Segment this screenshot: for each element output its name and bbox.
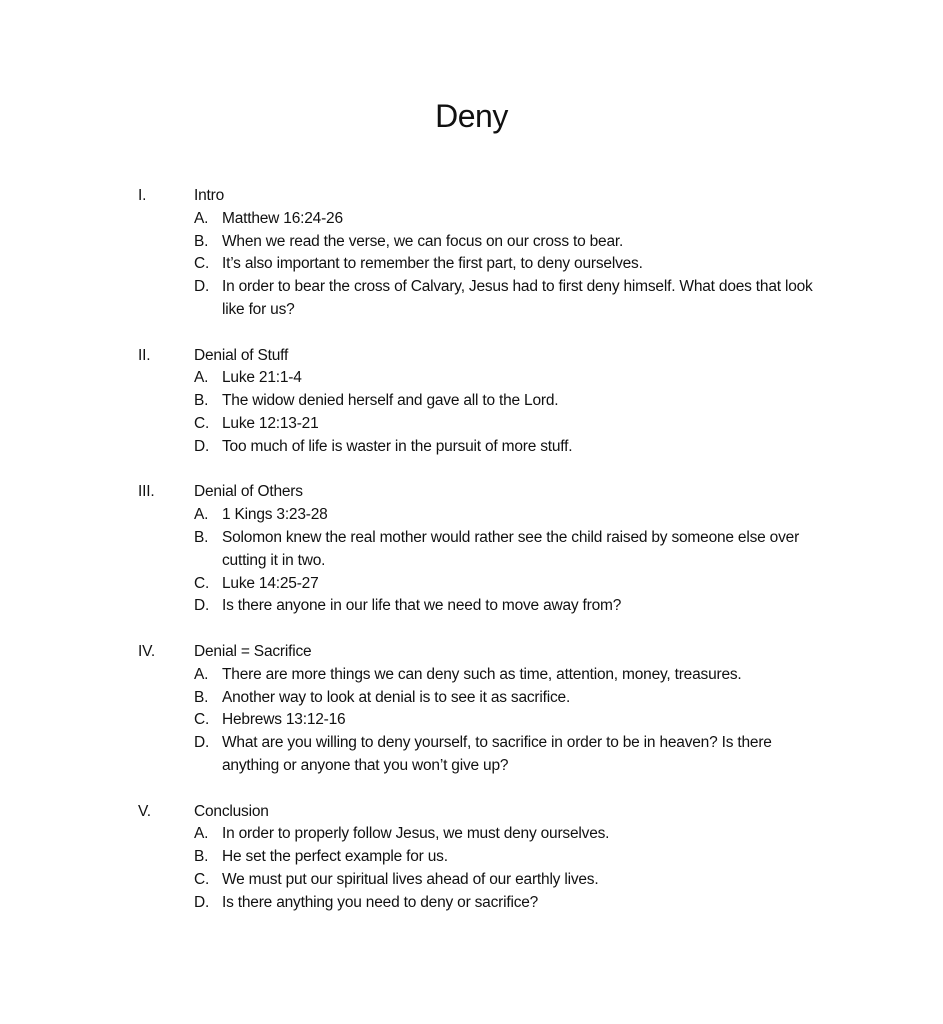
section-numeral: V. <box>138 802 151 820</box>
section-numeral: I. <box>138 187 147 204</box>
item-letter: D. <box>194 734 210 752</box>
item-text: He set the perfect example for us. <box>222 848 448 866</box>
item-text: Too much of life is waster in the pursuit of more stuff. <box>222 437 573 455</box>
item-letter: A. <box>194 209 209 227</box>
outline-item <box>138 253 838 276</box>
outline-item <box>138 390 838 413</box>
item-letter: D. <box>194 893 210 911</box>
item-letter: B. <box>194 848 209 866</box>
section-numeral: II. <box>138 346 151 364</box>
item-letter: B. <box>194 392 209 410</box>
outline-item <box>138 573 838 596</box>
item-text: It’s also important to remember the first part, to deny ourselves. <box>222 255 643 273</box>
outline-item <box>138 823 838 846</box>
item-text: We must put our spiritual lives ahead of our earthly lives. <box>222 870 599 888</box>
outline-item <box>138 687 838 710</box>
outline-item <box>138 436 838 459</box>
item-text: Luke 14:25-27 <box>222 574 319 592</box>
outline-section-denial-of-stuff <box>138 345 838 459</box>
item-text: When we read the verse, we can focus on our cross to bear. <box>222 232 624 250</box>
item-letter: C. <box>194 574 210 592</box>
outline-item <box>138 504 838 527</box>
item-text: There are more things we can deny such as time, attention, money, treasures. <box>222 665 742 683</box>
item-letter: A. <box>194 506 209 524</box>
section-heading: Denial of Others <box>194 483 303 501</box>
outline-item <box>138 709 838 732</box>
item-letter: B. <box>194 688 209 706</box>
item-letter: C. <box>194 414 210 432</box>
item-text: Is there anyone in our life that we need to move away from? <box>222 597 622 615</box>
item-text: Luke 21:1-4 <box>222 369 302 387</box>
item-letter: C. <box>194 711 210 729</box>
item-letter: C. <box>194 255 210 273</box>
outline-item <box>138 367 838 390</box>
item-letter: D. <box>194 278 210 296</box>
outline-section-denial-of-others <box>138 481 838 618</box>
item-letter: D. <box>194 437 210 455</box>
item-letter: B. <box>194 232 209 250</box>
item-text: In order to bear the cross of Calvary, Jesus had to first deny himself. What does that look like for us? <box>222 278 813 318</box>
outline-item <box>138 276 838 322</box>
section-header <box>138 481 838 504</box>
section-header <box>138 345 838 368</box>
outline-item <box>138 892 838 915</box>
outline-item <box>138 595 838 618</box>
item-text: Is there anything you need to deny or sacrifice? <box>222 893 539 911</box>
outline-section-intro <box>138 185 838 322</box>
section-heading: Intro <box>194 187 225 204</box>
item-text: Matthew 16:24-26 <box>222 209 343 227</box>
document-title: Deny <box>435 98 508 134</box>
section-header <box>138 641 838 664</box>
item-text: Another way to look at denial is to see it as sacrifice. <box>222 688 571 706</box>
section-numeral: III. <box>138 483 155 501</box>
outline-item <box>138 869 838 892</box>
item-text: The widow denied herself and gave all to the Lord. <box>222 392 559 410</box>
sermon-outline <box>138 185 838 937</box>
outline-item <box>138 413 838 436</box>
section-heading: Denial of Stuff <box>194 346 289 364</box>
section-heading: Conclusion <box>194 802 269 820</box>
item-text: In order to properly follow Jesus, we must deny ourselves. <box>222 825 610 843</box>
outline-item <box>138 208 838 231</box>
item-text: 1 Kings 3:23-28 <box>222 506 328 524</box>
item-text: What are you willing to deny yourself, to sacrifice in order to be in heaven? Is there anything or anyone that you won’t give up? <box>222 734 772 774</box>
item-text: Hebrews 13:12-16 <box>222 711 346 729</box>
item-letter: B. <box>194 528 209 546</box>
item-letter: D. <box>194 597 210 615</box>
outline-item <box>138 732 838 778</box>
item-letter: A. <box>194 369 209 387</box>
item-text: Solomon knew the real mother would rather see the child raised by someone else over cutting it in two. <box>222 528 800 569</box>
section-heading: Denial = Sacrifice <box>194 642 312 660</box>
outline-item <box>138 527 838 573</box>
item-text: Luke 12:13-21 <box>222 414 319 432</box>
outline-item <box>138 664 838 687</box>
outline-item <box>138 846 838 869</box>
section-header <box>138 801 838 824</box>
section-header <box>138 185 838 208</box>
outline-item <box>138 231 838 254</box>
item-letter: A. <box>194 665 209 683</box>
item-letter: A. <box>194 825 209 843</box>
outline-section-denial-sacrifice <box>138 641 838 778</box>
section-numeral: IV. <box>138 642 155 660</box>
item-letter: C. <box>194 870 210 888</box>
outline-section-conclusion <box>138 801 838 915</box>
